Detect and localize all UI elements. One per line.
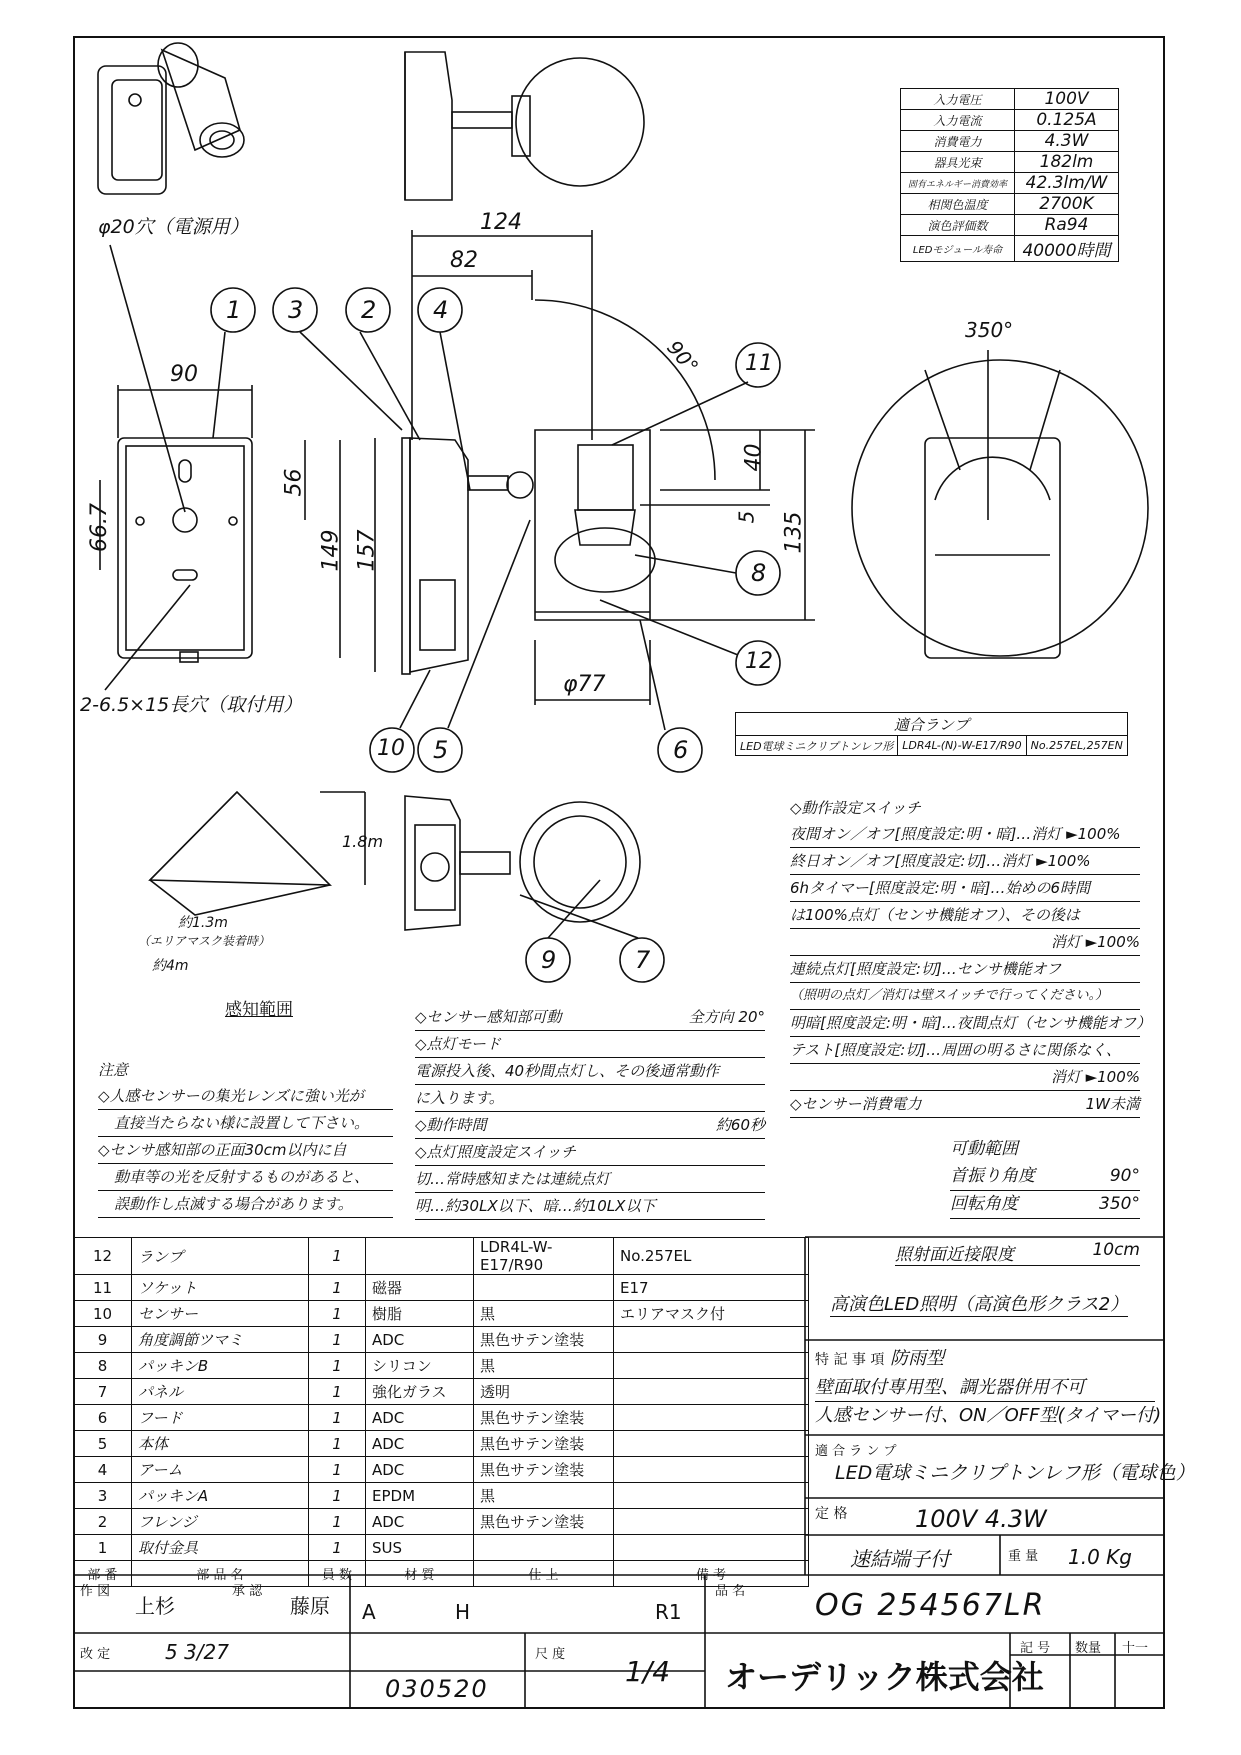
caution-line: 動車等の光を反射するものがあると、	[98, 1164, 393, 1191]
parts-row	[74, 1431, 809, 1457]
quantity-label: 数量	[1075, 1641, 1102, 1656]
parts-cell-qty: 1	[309, 1535, 366, 1561]
parts-row	[74, 1301, 809, 1327]
symbol-label: 記 号	[1020, 1641, 1051, 1656]
code-h: H	[455, 1600, 471, 1624]
special-label: 特 記 事 項	[815, 1352, 885, 1368]
callout-6: 6	[673, 736, 689, 764]
hole-power-label: φ20穴（電源用）	[98, 216, 249, 238]
parts-row	[74, 1379, 809, 1405]
parts-cell-remark	[614, 1509, 809, 1535]
scale-value: 1/4	[625, 1655, 671, 1688]
dim-135: 135	[781, 511, 807, 554]
sensor-block	[415, 1004, 765, 1220]
parts-cell-qty: 1	[309, 1509, 366, 1535]
proximity-row	[895, 1240, 1140, 1266]
weight-value: 1.0 Kg	[1068, 1545, 1132, 1569]
parts-cell-finish: 黒色サテン塗装	[474, 1457, 614, 1483]
notes-line: 人感センサー付、ON／OFF型(タイマー付)	[815, 1405, 1162, 1426]
angle-90-label: 90°	[662, 335, 704, 379]
parts-cell-name: フード	[132, 1405, 309, 1431]
mode-label: ◇点灯モード	[415, 1031, 765, 1058]
lux-line: 明…約30LX以下、暗…約10LX以下	[415, 1193, 765, 1220]
swing-label: 首振り角度	[950, 1166, 1035, 1186]
company-name: オーデリック株式会社	[725, 1658, 1044, 1696]
parts-row	[74, 1275, 809, 1301]
parts-cell-qty: 1	[309, 1301, 366, 1327]
parts-cell-no: 9	[74, 1327, 132, 1353]
parts-cell-no: 11	[74, 1275, 132, 1301]
parts-cell-mat: ADC	[366, 1431, 474, 1457]
parts-cell-name: ソケット	[132, 1275, 309, 1301]
high-cri-label: 高演色LED照明（高演色形クラス2）	[830, 1290, 1128, 1317]
product-label: 品 名	[715, 1584, 746, 1599]
spec-label: 固有エネルギー消費効率	[901, 173, 1015, 194]
parts-cell-mat: ADC	[366, 1327, 474, 1353]
header-cell: 部 品 名	[132, 1561, 309, 1587]
spec-value: 182lm	[1015, 152, 1119, 173]
spec-label: 入力電流	[901, 110, 1015, 131]
parts-row	[74, 1509, 809, 1535]
parts-cell-name: 角度調節ツマミ	[132, 1327, 309, 1353]
parts-cell-mat: SUS	[366, 1535, 474, 1561]
spec-value: 100V	[1015, 89, 1119, 110]
parts-cell-mat: シリコン	[366, 1353, 474, 1379]
dim-56: 56	[281, 468, 307, 497]
parts-cell-finish	[474, 1535, 614, 1561]
caution-line: 誤動作し点滅する場合があります。	[98, 1191, 393, 1218]
dim-157: 157	[354, 529, 380, 572]
parts-row	[74, 1405, 809, 1431]
parts-cell-name: パッキンB	[132, 1353, 309, 1379]
lux-line: 切…常時感知または連続点灯	[415, 1166, 765, 1193]
callout-8: 8	[751, 559, 767, 587]
revision-label: 改 定	[80, 1647, 111, 1662]
spec-label: 演色評価数	[901, 215, 1015, 236]
operation-line: は100%点灯（センサ機能オフ）、その後は	[790, 902, 1140, 929]
scale-label: 尺 度	[535, 1647, 566, 1662]
lamp-cell: LED電球ミニクリプトンレフ形	[736, 736, 898, 756]
weight-label: 重 量	[1008, 1549, 1039, 1564]
height-label: 1.8m	[342, 832, 384, 851]
callout-9: 9	[541, 946, 557, 974]
parts-cell-mat: 磁器	[366, 1275, 474, 1301]
parts-cell-no: 2	[74, 1509, 132, 1535]
operation-line: ◇動作設定スイッチ	[790, 799, 921, 817]
operation-line: テスト[照度設定:切]…周囲の明るさに関係なく、	[790, 1037, 1140, 1064]
callout-3: 3	[288, 296, 304, 324]
parts-cell-qty: 1	[309, 1457, 366, 1483]
lamp-note-value: LED電球ミニクリプトンレフ形（電球色）	[835, 1462, 1195, 1484]
parts-cell-remark: E17	[614, 1275, 809, 1301]
dim-5: 5	[734, 510, 759, 524]
mode-text: に入ります。	[415, 1085, 765, 1112]
parts-cell-no: 5	[74, 1431, 132, 1457]
dim-124: 124	[480, 210, 522, 235]
parts-cell-no: 6	[74, 1405, 132, 1431]
parts-cell-no: 3	[74, 1483, 132, 1509]
dim-77: φ77	[563, 672, 606, 697]
operation-line: （照明の点灯／消灯は壁スイッチで行ってください。）	[790, 983, 1140, 1010]
parts-cell-name: 取付金具	[132, 1535, 309, 1561]
rotate-label: 回転角度	[950, 1194, 1018, 1214]
parts-cell-remark	[614, 1405, 809, 1431]
callout-11: 11	[745, 351, 773, 376]
parts-cell-finish: 黒色サテン塗装	[474, 1327, 614, 1353]
operation-line: 明暗[照度設定:明・暗]…夜間点灯（センサ機能オフ）	[790, 1010, 1140, 1037]
parts-cell-no: 10	[74, 1301, 132, 1327]
parts-cell-name: ランプ	[132, 1238, 309, 1275]
parts-cell-mat: ADC	[366, 1457, 474, 1483]
header-cell: 部 番	[74, 1561, 132, 1587]
operation-line: 夜間オン／オフ[照度設定:明・暗]…消灯 ►100%	[790, 821, 1140, 848]
parts-cell-name: センサー	[132, 1301, 309, 1327]
parts-row	[74, 1457, 809, 1483]
distance-4m-label: 約4m	[152, 958, 189, 974]
proximity-value: 10cm	[1092, 1240, 1140, 1260]
parts-cell-finish	[474, 1275, 614, 1301]
callout-2: 2	[361, 296, 377, 324]
spec-value: 4.3W	[1015, 131, 1119, 152]
swing-row	[950, 1163, 1140, 1191]
sensing-range-label: 感知範囲	[225, 1000, 293, 1020]
parts-cell-name: パネル	[132, 1379, 309, 1405]
callout-5: 5	[433, 736, 449, 764]
spec-value: 40000時間	[1015, 236, 1119, 262]
parts-cell-qty: 1	[309, 1353, 366, 1379]
caution-line: 直接当たらない様に設置して下さい。	[98, 1110, 393, 1137]
parts-row	[74, 1327, 809, 1353]
parts-cell-no: 8	[74, 1353, 132, 1379]
parts-cell-no: 7	[74, 1379, 132, 1405]
caution-title: 注意	[98, 1061, 129, 1079]
operation-line: 連続点灯[照度設定:切]…センサ機能オフ	[790, 956, 1140, 983]
spec-value: 0.125A	[1015, 110, 1119, 131]
parts-table	[73, 1237, 809, 1587]
parts-cell-name: フレンジ	[132, 1509, 309, 1535]
time-label: ◇動作時間	[415, 1116, 487, 1134]
sensor-power-label: ◇センサー消費電力	[790, 1095, 922, 1113]
parts-row	[74, 1535, 809, 1561]
spec-label: 相関色温度	[901, 194, 1015, 215]
parts-cell-remark	[614, 1457, 809, 1483]
header-cell: 員 数	[309, 1561, 366, 1587]
dim-149: 149	[318, 529, 344, 572]
parts-row	[74, 1483, 809, 1509]
parts-cell-name: アーム	[132, 1457, 309, 1483]
rating-label: 定 格	[815, 1506, 848, 1522]
parts-cell-qty: 1	[309, 1431, 366, 1457]
code-a: A	[362, 1600, 376, 1624]
product-name: OG 254567LR	[815, 1588, 1046, 1623]
special-value: 防雨型	[890, 1348, 945, 1369]
dim-90: 90	[170, 362, 198, 387]
parts-cell-remark: No.257EL	[614, 1238, 809, 1275]
sensor-move-value: 全方向 20°	[688, 1008, 765, 1026]
spec-label: 器具光束	[901, 152, 1015, 173]
parts-cell-qty: 1	[309, 1405, 366, 1431]
callout-10: 10	[377, 736, 405, 761]
parts-cell-no: 1	[74, 1535, 132, 1561]
sensor-power-value: 1W未満	[1085, 1095, 1140, 1113]
parts-cell-mat: ADC	[366, 1509, 474, 1535]
callout-4: 4	[433, 296, 449, 324]
dim-66-7: 66.7	[86, 503, 112, 552]
parts-cell-mat	[366, 1238, 474, 1275]
parts-row	[74, 1238, 809, 1275]
caution-line: ◇センサ感知部の正面30cm以内に自	[98, 1137, 393, 1164]
rating-value: 100V 4.3W	[915, 1505, 1047, 1533]
parts-cell-mat: 樹脂	[366, 1301, 474, 1327]
operation-line: 消灯 ►100%	[790, 929, 1140, 956]
parts-cell-qty: 1	[309, 1275, 366, 1301]
sensor-move-row	[415, 1004, 765, 1031]
spec-value: 42.3lm/W	[1015, 173, 1119, 194]
parts-cell-name: パッキンA	[132, 1483, 309, 1509]
movable-title: 可動範囲	[950, 1139, 1018, 1159]
extra-label: 十一	[1122, 1641, 1149, 1656]
parts-cell-remark	[614, 1379, 809, 1405]
lux-label: ◇点灯照度設定スイッチ	[415, 1139, 765, 1166]
hole-mount-label: 2-6.5×15長穴（取付用）	[80, 694, 303, 716]
parts-cell-name: 本体	[132, 1431, 309, 1457]
parts-cell-no: 4	[74, 1457, 132, 1483]
header-cell: 材 質	[366, 1561, 474, 1587]
proximity-label: 照射面近接限度	[895, 1245, 1014, 1265]
spec-label: LEDモジュール寿命	[901, 236, 1015, 262]
parts-cell-remark	[614, 1535, 809, 1561]
callout-7: 7	[635, 946, 651, 974]
parts-cell-finish: 黒色サテン塗装	[474, 1509, 614, 1535]
drawn-name: 上杉	[135, 1594, 175, 1618]
operation-line: 終日オン／オフ[照度設定:切]…消灯 ►100%	[790, 848, 1140, 875]
parts-cell-finish: LDR4L-W-E17/R90	[474, 1238, 614, 1275]
notes-block	[815, 1345, 1162, 1429]
spec-value: Ra94	[1015, 215, 1119, 236]
time-value: 約60秒	[715, 1116, 765, 1134]
parts-cell-finish: 黒色サテン塗装	[474, 1405, 614, 1431]
header-cell: 仕 上	[474, 1561, 614, 1587]
parts-cell-finish: 透明	[474, 1379, 614, 1405]
parts-cell-remark	[614, 1353, 809, 1379]
movable-block	[950, 1136, 1140, 1219]
drawn-label: 作 図	[80, 1584, 111, 1599]
approved-label: 承 認	[232, 1584, 263, 1599]
operation-line: 消灯 ►100%	[790, 1064, 1140, 1091]
parts-header-row	[74, 1561, 809, 1587]
parts-cell-qty: 1	[309, 1327, 366, 1353]
operation-line: 6hタイマー[照度設定:明・暗]…始めの6時間	[790, 875, 1140, 902]
callout-1: 1	[226, 296, 242, 324]
parts-cell-finish: 黒	[474, 1301, 614, 1327]
parts-cell-finish: 黒色サテン塗装	[474, 1431, 614, 1457]
lamp-cell: No.257EL,257EN	[1026, 736, 1127, 756]
rotate-row	[950, 1191, 1140, 1219]
angle-350-label: 350°	[965, 318, 1014, 342]
parts-cell-finish: 黒	[474, 1483, 614, 1509]
drawing-number: 030520	[385, 1675, 489, 1703]
parts-cell-remark: エリアマスク付	[614, 1301, 809, 1327]
mode-text: 電源投入後、40秒間点灯し、その後通常動作	[415, 1058, 765, 1085]
swing-value: 90°	[1109, 1166, 1140, 1186]
parts-cell-qty: 1	[309, 1238, 366, 1275]
rotate-value: 350°	[1099, 1194, 1140, 1214]
sensor-power-row	[790, 1091, 1140, 1118]
spec-label: 消費電力	[901, 131, 1015, 152]
callout-12: 12	[745, 649, 773, 674]
revision-date: 5 3/27	[165, 1640, 229, 1664]
notes-line: 壁面取付専用型、調光器併用不可	[815, 1374, 1155, 1402]
dim-40: 40	[741, 443, 767, 472]
parts-cell-qty: 1	[309, 1379, 366, 1405]
header-cell: 備 考	[614, 1561, 809, 1587]
parts-cell-mat: EPDM	[366, 1483, 474, 1509]
parts-row	[74, 1353, 809, 1379]
parts-cell-remark	[614, 1431, 809, 1457]
lamp-table-title: 適合ランプ	[736, 713, 1128, 736]
lamp-note-label: 適 合 ラ ン プ	[815, 1444, 897, 1459]
sensor-move-label: ◇センサー感知部可動	[415, 1008, 562, 1026]
mask-distance-label: 約1.3m	[178, 915, 228, 931]
code-r: R1	[655, 1600, 682, 1624]
parts-cell-remark	[614, 1483, 809, 1509]
parts-cell-qty: 1	[309, 1483, 366, 1509]
approved-name: 藤原	[290, 1594, 330, 1618]
caution-line: ◇人感センサーの集光レンズに強い光が	[98, 1083, 393, 1110]
time-row	[415, 1112, 765, 1139]
spec-value: 2700K	[1015, 194, 1119, 215]
dim-82: 82	[450, 248, 478, 273]
mask-note-label: （エリアマスク装着時）	[138, 934, 271, 948]
lamp-table	[735, 712, 1128, 756]
lamp-cell: LDR4L-(N)-W-E17/R90	[898, 736, 1026, 756]
parts-cell-mat: ADC	[366, 1405, 474, 1431]
parts-cell-remark	[614, 1327, 809, 1353]
parts-cell-finish: 黒	[474, 1353, 614, 1379]
parts-cell-mat: 強化ガラス	[366, 1379, 474, 1405]
spec-label: 入力電圧	[901, 89, 1015, 110]
terminal-label: 速結端子付	[850, 1547, 950, 1571]
parts-cell-no: 12	[74, 1238, 132, 1275]
operation-block	[790, 795, 1152, 1118]
spec-table	[900, 88, 1119, 262]
caution-block	[98, 1057, 393, 1218]
